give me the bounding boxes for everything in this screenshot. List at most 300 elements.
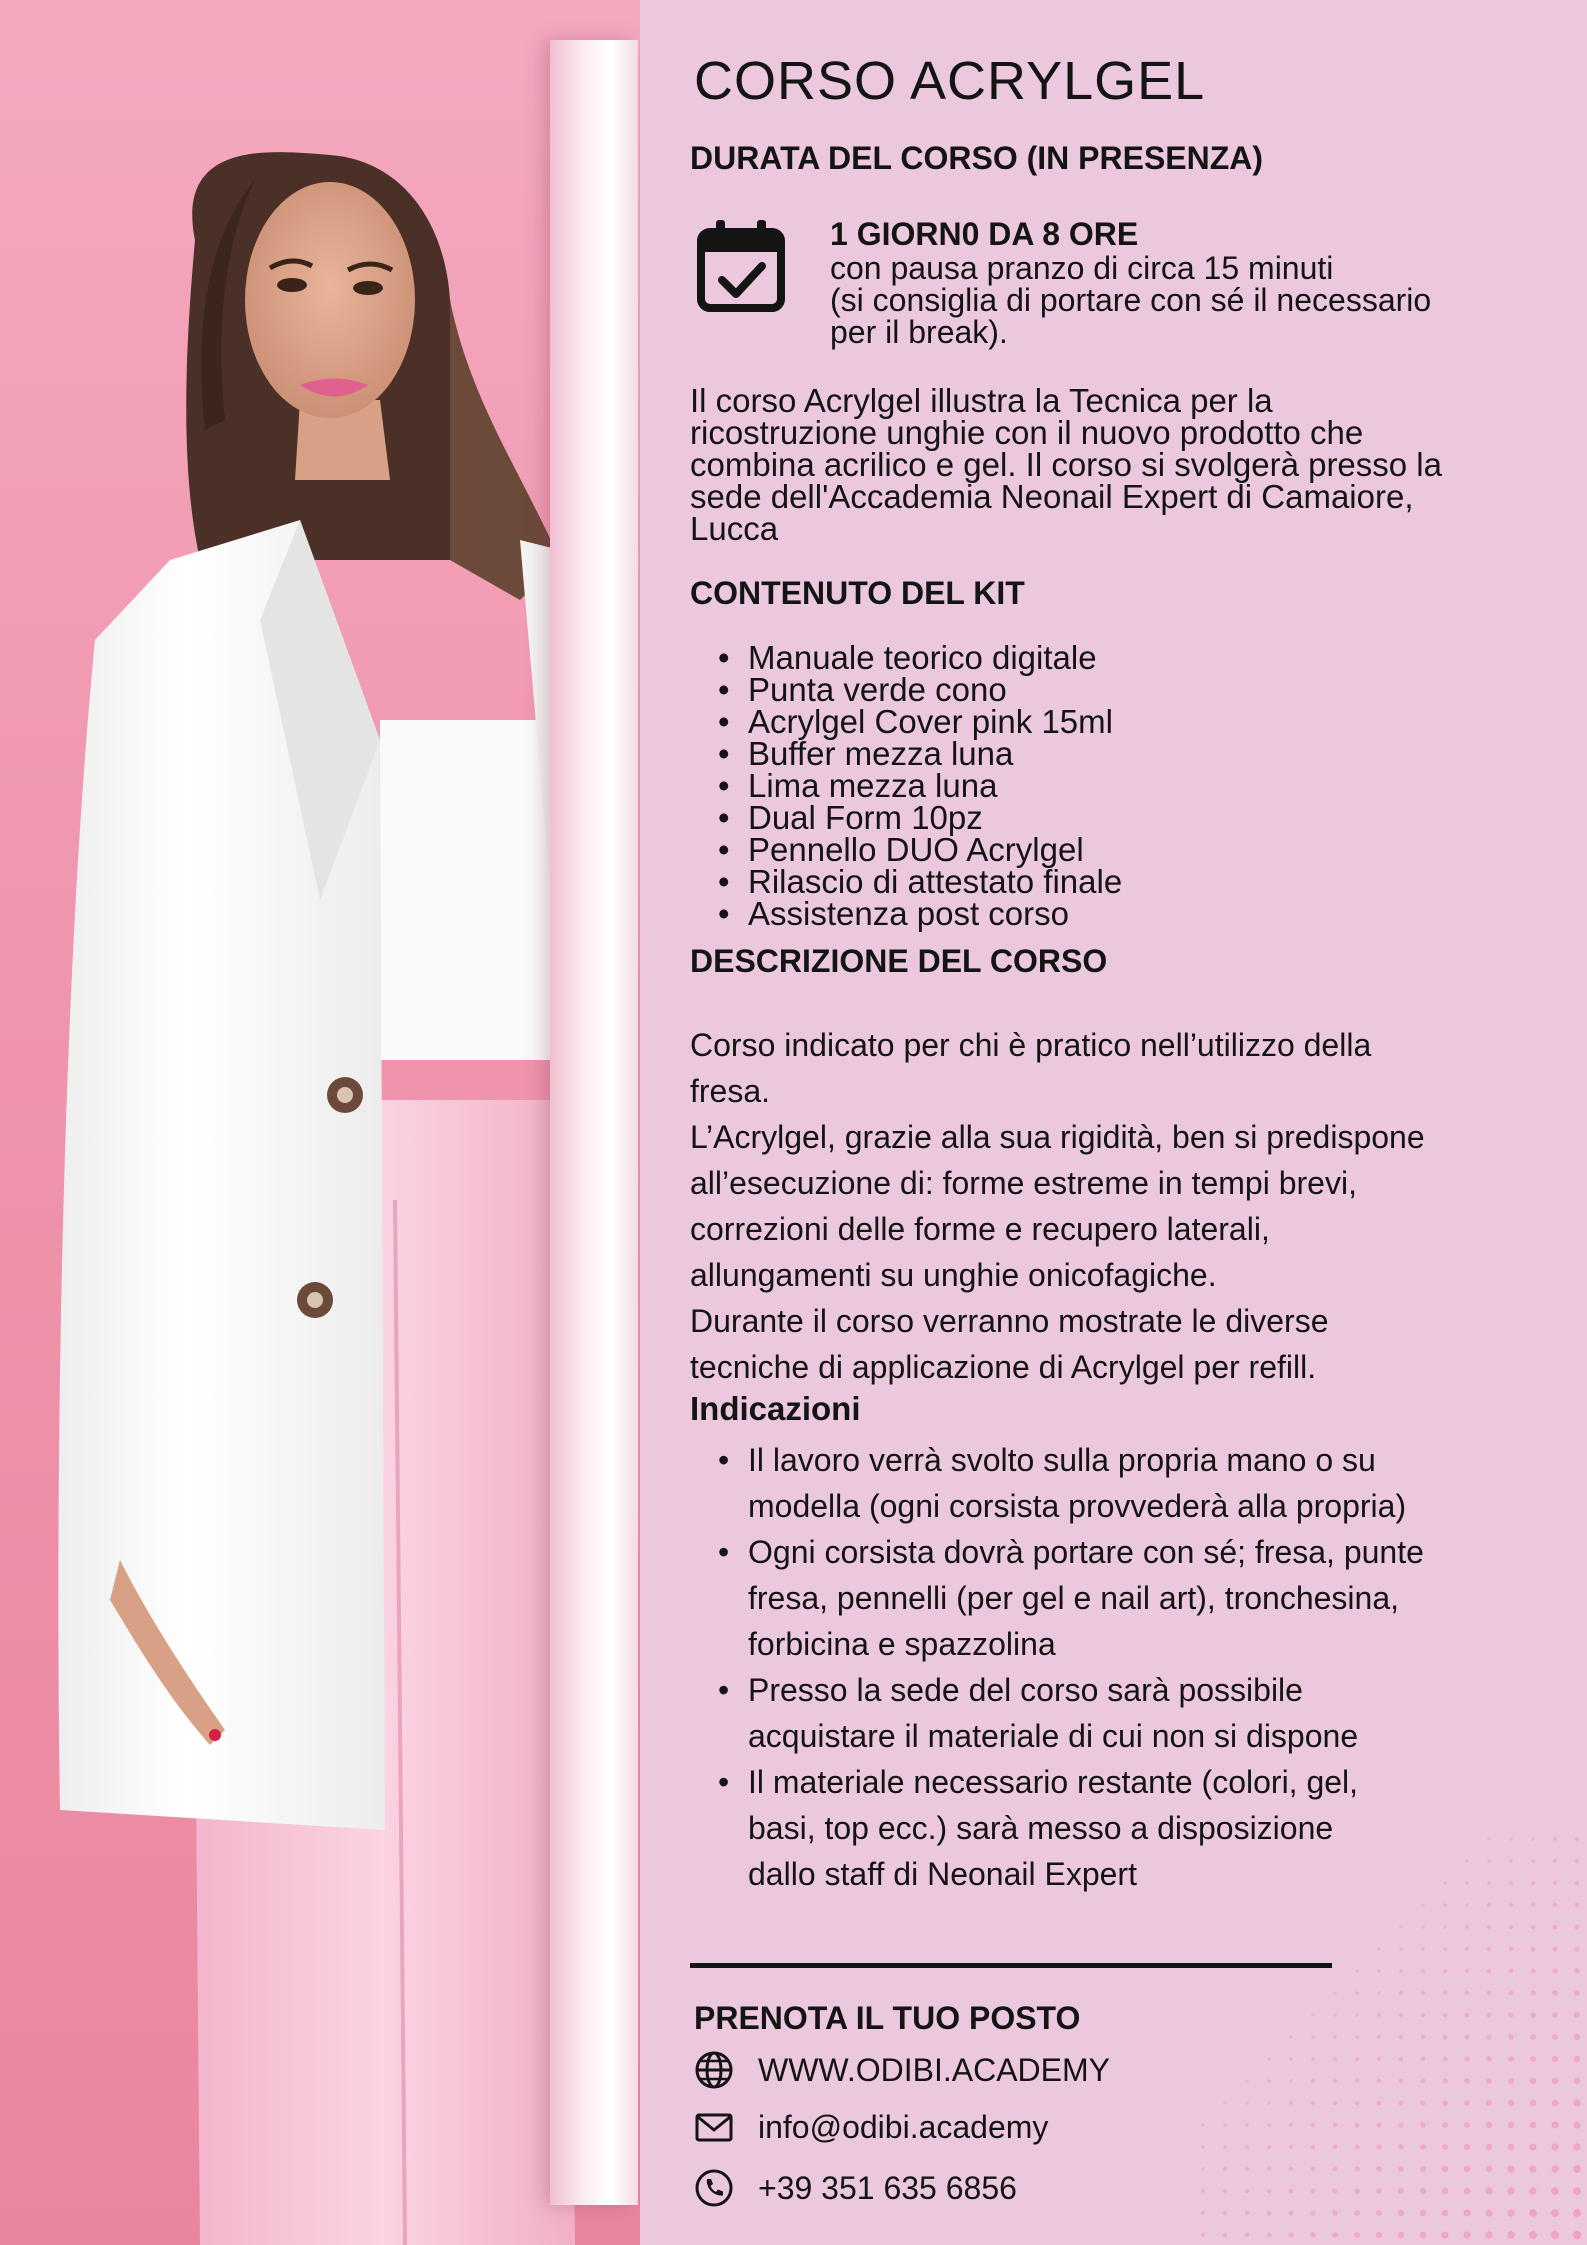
decorative-dot bbox=[1465, 1859, 1468, 1862]
decorative-dot bbox=[1530, 1990, 1535, 1995]
decorative-dot bbox=[1333, 2079, 1337, 2083]
description-line: Durante il corso verranno mostrate le diverse bbox=[690, 1303, 1329, 1339]
decorative-dot bbox=[1377, 1947, 1380, 1950]
decorative-dot bbox=[1420, 2210, 1427, 2217]
decorative-dot bbox=[1508, 2078, 1514, 2084]
decorative-dot bbox=[1486, 2078, 1492, 2084]
decorative-dot bbox=[1486, 2056, 1492, 2062]
decorative-dot bbox=[1245, 2211, 1250, 2216]
decorative-dot bbox=[1442, 2188, 1449, 2195]
decorative-dot bbox=[1223, 2233, 1228, 2238]
decorative-dot bbox=[1354, 2144, 1359, 2149]
decorative-dot bbox=[1399, 1969, 1403, 1973]
decorative-dot bbox=[1288, 2232, 1293, 2237]
decorative-dot bbox=[1486, 2122, 1492, 2128]
decorative-dot bbox=[1509, 1969, 1514, 1974]
decorative-dot bbox=[1575, 1837, 1579, 1841]
decorative-dot bbox=[1463, 2231, 1470, 2238]
decorative-dot bbox=[1245, 2233, 1250, 2238]
decorative-dot bbox=[1486, 2012, 1491, 2017]
decorative-dot bbox=[1487, 1903, 1491, 1907]
decorative-dot bbox=[1442, 2232, 1449, 2239]
duration-details bbox=[830, 216, 1431, 348]
decorative-dot bbox=[1289, 2145, 1293, 2149]
description-line: correzioni delle forme e recupero laterali, bbox=[690, 1211, 1270, 1247]
model-photo bbox=[0, 0, 640, 2245]
decorative-dot bbox=[1310, 2232, 1316, 2238]
decorative-dot bbox=[1332, 2210, 1338, 2216]
decorative-dot bbox=[1245, 2189, 1249, 2193]
decorative-dot bbox=[1443, 2013, 1448, 2018]
decorative-dot bbox=[1574, 2100, 1581, 2107]
decorative-dot bbox=[1509, 1925, 1513, 1929]
indication-line: forbicina e spazzolina bbox=[748, 1626, 1056, 1662]
decorative-dot bbox=[1442, 2166, 1448, 2172]
decorative-dot bbox=[1267, 2057, 1270, 2060]
description-line: Corso indicato per chi è pratico nell’utilizzo della bbox=[690, 1027, 1372, 1063]
decorative-dot bbox=[1464, 2078, 1470, 2084]
decorative-dot bbox=[1487, 1969, 1492, 1974]
phone-icon bbox=[694, 2168, 734, 2208]
decorative-dot bbox=[1487, 1837, 1490, 1840]
decorative-dot bbox=[1289, 2101, 1293, 2105]
decorative-dot bbox=[1509, 1903, 1513, 1907]
decorative-dot bbox=[1399, 2035, 1403, 2039]
indication-line: fresa, pennelli (per gel e nail art), tronchesina, bbox=[748, 1580, 1400, 1616]
decorative-dot bbox=[1531, 1859, 1535, 1863]
decorative-dot bbox=[1289, 2079, 1293, 2083]
email-text: info@odibi.academy bbox=[758, 2108, 1049, 2145]
decorative-dot bbox=[1399, 1947, 1402, 1950]
decorative-dot bbox=[1355, 2035, 1359, 2039]
decorative-dot bbox=[1485, 2209, 1492, 2216]
decorative-dot bbox=[1377, 2079, 1382, 2084]
decorative-dot bbox=[1574, 1968, 1580, 1974]
decorative-dot bbox=[1333, 2145, 1338, 2150]
decorative-dot bbox=[1442, 2210, 1449, 2217]
decorative-dot bbox=[1487, 1925, 1491, 1929]
decorative-dot bbox=[1465, 1991, 1470, 1996]
description-text bbox=[690, 1022, 1560, 1390]
decorative-dot bbox=[1486, 2188, 1493, 2195]
decorative-dot bbox=[1443, 1903, 1446, 1906]
decorative-dot bbox=[1354, 2232, 1360, 2238]
decorative-dot bbox=[1201, 2167, 1205, 2171]
decorative-dot bbox=[1531, 1903, 1535, 1907]
decorative-dot bbox=[1421, 2013, 1425, 2017]
decorative-dot bbox=[1245, 2145, 1249, 2149]
decorative-dot bbox=[1398, 2122, 1403, 2127]
decorative-dot bbox=[1575, 1881, 1580, 1886]
decorative-dot bbox=[1552, 2122, 1559, 2129]
indication-line: acquistare il materiale di cui non si dispone bbox=[748, 1718, 1359, 1754]
intro-line: sede dell'Accademia Neonail Expert di Camaiore, bbox=[690, 478, 1414, 515]
decorative-dot bbox=[1421, 1903, 1424, 1906]
decorative-dot bbox=[1354, 2210, 1360, 2216]
website-link[interactable] bbox=[694, 2050, 1110, 2090]
decorative-dot bbox=[1311, 2057, 1315, 2061]
decorative-dot bbox=[1421, 2057, 1426, 2062]
decorative-dot bbox=[1509, 1947, 1514, 1952]
globe-icon bbox=[694, 2050, 734, 2090]
decorative-dot bbox=[1486, 2166, 1493, 2173]
decorative-dot bbox=[1508, 2012, 1513, 2017]
decorative-dot bbox=[1573, 2121, 1580, 2128]
indication-item bbox=[718, 1529, 1424, 1667]
decorative-dot bbox=[1552, 1946, 1557, 1951]
decorative-dot bbox=[1376, 2232, 1382, 2238]
decorative-dot bbox=[1421, 1969, 1425, 1973]
indications-heading: Indicazioni bbox=[690, 1390, 861, 1427]
decorative-dot bbox=[1333, 1991, 1336, 1994]
decorative-dot bbox=[1376, 2210, 1382, 2216]
decorative-dot bbox=[1223, 2189, 1227, 2193]
duration-heading: DURATA DEL CORSO (IN PRESENZA) bbox=[690, 140, 1264, 176]
decorative-dot bbox=[1354, 2188, 1360, 2194]
decorative-dot bbox=[1377, 1969, 1380, 1972]
decorative-dot bbox=[1310, 2210, 1315, 2215]
decorative-dot bbox=[1399, 2079, 1404, 2084]
decorative-dot bbox=[1355, 1969, 1358, 1972]
decorative-dot bbox=[1223, 2123, 1226, 2126]
decorative-dot bbox=[1355, 2101, 1360, 2106]
decorative-dot bbox=[1531, 1947, 1536, 1952]
indication-line: dallo staff di Neonail Expert bbox=[748, 1856, 1137, 1892]
decorative-dot bbox=[1267, 2167, 1271, 2171]
kit-list bbox=[718, 639, 1123, 932]
description-line: all’esecuzione di: forme estreme in tempi brevi, bbox=[690, 1165, 1357, 1201]
decorative-dot bbox=[1464, 2100, 1470, 2106]
description-line: allungamenti su unghie onicofagiche. bbox=[690, 1257, 1217, 1293]
decorative-dot bbox=[1288, 2210, 1293, 2215]
decorative-dot bbox=[1289, 2057, 1292, 2060]
decorative-dot bbox=[1465, 2013, 1470, 2018]
decorative-dot bbox=[1573, 2165, 1581, 2173]
decorative-dot bbox=[1574, 1990, 1580, 1996]
decorative-dot bbox=[1464, 2056, 1469, 2061]
intro-line: Il corso Acrylgel illustra la Tecnica per la bbox=[690, 382, 1273, 419]
indication-item bbox=[718, 1437, 1424, 1529]
decorative-dot bbox=[1485, 2231, 1492, 2238]
decorative-dot bbox=[1377, 2013, 1381, 2017]
decorative-dot bbox=[1551, 2231, 1559, 2239]
decorative-dot bbox=[1223, 2167, 1227, 2171]
calendar-check-icon bbox=[696, 218, 786, 314]
decorative-dot bbox=[1508, 2144, 1515, 2151]
decorative-dot bbox=[1553, 1859, 1557, 1863]
decorative-dot bbox=[1289, 2167, 1294, 2172]
decorative-dot bbox=[1574, 1924, 1579, 1929]
decorative-dot bbox=[1399, 2013, 1403, 2017]
indication-line: • Ogni corsista dovrà portare con sé; fresa, punte bbox=[748, 1534, 1424, 1570]
decorative-dot bbox=[1507, 2209, 1514, 2216]
decorative-dot bbox=[1245, 2167, 1249, 2171]
decorative-dot bbox=[1332, 2188, 1337, 2193]
decorative-dot bbox=[1464, 2210, 1471, 2217]
decorative-dot bbox=[1573, 2143, 1580, 2150]
kit-heading: CONTENUTO DEL KIT bbox=[690, 575, 1025, 611]
decorative-dot bbox=[1575, 1903, 1580, 1908]
decorative-dot bbox=[1398, 2188, 1404, 2194]
decorative-dot bbox=[1376, 2144, 1381, 2149]
decorative-dot bbox=[1530, 2056, 1536, 2062]
indication-line: • Presso la sede del corso sarà possibile bbox=[748, 1672, 1303, 1708]
decorative-dot bbox=[1267, 2145, 1271, 2149]
kit-item: • Punta verde cono bbox=[718, 674, 1122, 706]
decorative-dot bbox=[1399, 1925, 1402, 1928]
decorative-dot bbox=[1420, 2144, 1426, 2150]
decorative-dot bbox=[1398, 2100, 1403, 2105]
intro-line: ricostruzione unghie con il nuovo prodotto che bbox=[690, 414, 1364, 451]
decorative-dot bbox=[1333, 2101, 1337, 2105]
decorative-dot bbox=[1464, 2034, 1469, 2039]
description-heading: DESCRIZIONE DEL CORSO bbox=[690, 943, 1108, 979]
decorative-dot bbox=[1552, 2078, 1559, 2085]
decorative-dot bbox=[1398, 2232, 1405, 2239]
course-intro bbox=[690, 382, 1442, 547]
decorative-dot bbox=[1574, 2034, 1580, 2040]
decorative-dot bbox=[1355, 2013, 1359, 2017]
decorative-dot bbox=[1443, 1947, 1447, 1951]
decorative-dot bbox=[1464, 2188, 1471, 2195]
decorative-dot bbox=[1376, 2166, 1382, 2172]
kit-item: • Assistenza post corso bbox=[718, 898, 1122, 930]
decorative-dot bbox=[1442, 2100, 1448, 2106]
decorative-dot bbox=[1509, 1837, 1512, 1840]
decorative-dot bbox=[1443, 1925, 1447, 1929]
duration-line: per il break). bbox=[830, 314, 1008, 350]
decorative-dot bbox=[1443, 1991, 1447, 1995]
decorative-dot bbox=[1464, 2144, 1470, 2150]
decorative-dot bbox=[1266, 2232, 1271, 2237]
decorative-dot bbox=[1311, 2013, 1314, 2016]
decorative-dot bbox=[1311, 2079, 1315, 2083]
decorative-dot bbox=[1443, 1881, 1446, 1884]
indication-line: basi, top ecc.) sarà messo a disposizione bbox=[748, 1810, 1334, 1846]
decorative-dot bbox=[1552, 1990, 1558, 1996]
decorative-dot bbox=[1530, 2078, 1536, 2084]
decorative-dot bbox=[1267, 2101, 1271, 2105]
decorative-dot bbox=[1552, 2100, 1559, 2107]
kit-item: • Acrylgel Cover pink 15ml bbox=[718, 706, 1122, 738]
decorative-dot bbox=[1552, 2034, 1558, 2040]
indication-item bbox=[718, 1667, 1424, 1759]
decorative-dot bbox=[1311, 2145, 1316, 2150]
decorative-dot bbox=[1530, 2034, 1536, 2040]
decorative-dot bbox=[1201, 2189, 1205, 2193]
decorative-dot bbox=[1420, 2188, 1426, 2194]
decorative-dot bbox=[1442, 2056, 1447, 2061]
decorative-dot bbox=[1529, 2231, 1537, 2239]
envelope-icon bbox=[694, 2107, 734, 2147]
decorative-dot bbox=[1552, 2012, 1558, 2018]
decorative-dot bbox=[1355, 1991, 1358, 1994]
decorative-dot bbox=[1377, 2035, 1381, 2039]
decorative-dot bbox=[1508, 2100, 1514, 2106]
decorative-dot bbox=[1464, 2122, 1470, 2128]
decorative-dot bbox=[1245, 2079, 1248, 2082]
decorative-dot bbox=[1551, 2209, 1559, 2217]
decorative-dot bbox=[1310, 2188, 1315, 2193]
decorative-dot bbox=[1574, 2012, 1580, 2018]
decorative-dot bbox=[1245, 2123, 1249, 2127]
decorative-dot bbox=[1531, 1837, 1535, 1841]
decorative-dot bbox=[1465, 1969, 1469, 1973]
decorative-dot bbox=[1486, 2100, 1492, 2106]
decorative-dot bbox=[1355, 2057, 1359, 2061]
decorative-dot bbox=[1465, 1947, 1469, 1951]
duration-main: 1 GIORN0 DA 8 ORE bbox=[830, 216, 1139, 252]
decorative-dot bbox=[1574, 2078, 1581, 2085]
decorative-dot bbox=[1531, 1925, 1536, 1930]
decorative-dot bbox=[1443, 2035, 1448, 2040]
decorative-dot bbox=[1529, 2187, 1536, 2194]
decorative-dot bbox=[1487, 1881, 1491, 1885]
indication-line: modella (ogni corsista provvederà alla propria) bbox=[748, 1488, 1407, 1524]
kit-item: • Lima mezza luna bbox=[718, 770, 1122, 802]
decorative-dot bbox=[1267, 2079, 1270, 2082]
decorative-dot bbox=[1267, 2123, 1271, 2127]
decorative-dot bbox=[1552, 2056, 1558, 2062]
decorative-dot bbox=[1201, 2145, 1204, 2148]
decorative-dot bbox=[1508, 2056, 1514, 2062]
decorative-dot bbox=[1420, 2122, 1426, 2128]
decorative-dot bbox=[1530, 2144, 1537, 2151]
decorative-dot bbox=[1376, 2122, 1381, 2127]
decorative-dot bbox=[1398, 2144, 1404, 2150]
decorative-dot bbox=[1311, 2035, 1314, 2038]
decorative-dot bbox=[1553, 1881, 1557, 1885]
decorative-dot bbox=[1486, 2034, 1491, 2039]
decorative-dot bbox=[1201, 2233, 1205, 2237]
website-text: WWW.ODIBI.ACADEMY bbox=[758, 2051, 1110, 2088]
decorative-dot bbox=[1551, 2143, 1558, 2150]
decorative-dot bbox=[1573, 2231, 1581, 2239]
decorative-dot bbox=[1399, 1991, 1403, 1995]
decorative-dot bbox=[1464, 2166, 1471, 2173]
decorative-dot bbox=[1377, 2057, 1381, 2061]
indication-line: • Il lavoro verrà svolto sulla propria mano o su bbox=[748, 1442, 1376, 1478]
decorative-dot bbox=[1332, 2166, 1337, 2171]
decorative-dot bbox=[1421, 1947, 1425, 1951]
phone-link[interactable] bbox=[694, 2168, 1017, 2208]
decorative-dot bbox=[1355, 2079, 1359, 2083]
decorative-dot bbox=[1333, 2123, 1338, 2128]
kit-item: • Pennello DUO Acrylgel bbox=[718, 834, 1122, 866]
decorative-dot bbox=[1289, 2035, 1292, 2038]
decorative-dot bbox=[1508, 2122, 1515, 2129]
phone-text: +39 351 635 6856 bbox=[758, 2169, 1017, 2206]
decorative-dot bbox=[1377, 2101, 1382, 2106]
decorative-dot bbox=[1551, 2165, 1558, 2172]
decorative-dot bbox=[1289, 2123, 1293, 2127]
kit-item: • Buffer mezza luna bbox=[718, 738, 1122, 770]
decorative-dot bbox=[1530, 2012, 1536, 2018]
decorative-dot bbox=[1311, 2123, 1315, 2127]
decorative-dot bbox=[1573, 2209, 1581, 2217]
decorative-dot bbox=[1377, 1991, 1381, 1995]
decorative-dot bbox=[1530, 1968, 1535, 1973]
decorative-dot bbox=[1398, 2210, 1404, 2216]
decorative-dot bbox=[1421, 1991, 1425, 1995]
decorative-dot bbox=[1487, 1991, 1492, 1996]
decorative-dot bbox=[1487, 1947, 1491, 1951]
decorative-dot bbox=[1531, 1881, 1535, 1885]
decorative-dots bbox=[1187, 1825, 1587, 2245]
decorative-dot bbox=[1529, 2165, 1536, 2172]
decorative-dot bbox=[1399, 2057, 1404, 2062]
intro-line: combina acrilico e gel. Il corso si svolgerà presso la bbox=[690, 446, 1442, 483]
decorative-dot bbox=[1289, 2189, 1294, 2194]
decorative-dot bbox=[1507, 2231, 1515, 2239]
decorative-dot bbox=[1355, 2123, 1360, 2128]
decorative-dot bbox=[1398, 2166, 1404, 2172]
booking-heading: PRENOTA IL TUO POSTO bbox=[694, 2000, 1081, 2036]
decorative-dot bbox=[1553, 1903, 1558, 1908]
description-line: tecniche di applicazione di Acrylgel per refill. bbox=[690, 1349, 1317, 1385]
decorative-dot bbox=[1354, 2166, 1359, 2171]
photo-shadow-strip bbox=[550, 40, 638, 2205]
kit-item: • Manuale teorico digitale bbox=[718, 642, 1122, 674]
decorative-dot bbox=[1575, 1859, 1579, 1863]
decorative-dot bbox=[1420, 2232, 1427, 2239]
decorative-dot bbox=[1223, 2101, 1226, 2104]
kit-item: • Dual Form 10pz bbox=[718, 802, 1122, 834]
decorative-dot bbox=[1421, 1925, 1424, 1928]
decorative-dot bbox=[1574, 1946, 1579, 1951]
decorative-dot bbox=[1508, 2166, 1515, 2173]
decorative-dot bbox=[1245, 2101, 1248, 2104]
decorative-dot bbox=[1530, 2100, 1537, 2107]
model-illustration bbox=[0, 0, 640, 2245]
decorative-dot bbox=[1553, 1925, 1558, 1930]
decorative-dot bbox=[1421, 2035, 1426, 2040]
decorative-dot bbox=[1223, 2145, 1227, 2149]
decorative-dot bbox=[1530, 2122, 1537, 2129]
decorative-dot bbox=[1420, 2100, 1425, 2105]
decorative-dot bbox=[1420, 2166, 1426, 2172]
decorative-dot bbox=[1443, 1969, 1447, 1973]
decorative-dot bbox=[1508, 2034, 1514, 2040]
decorative-dot bbox=[1508, 1990, 1513, 1995]
decorative-dot bbox=[1223, 2211, 1227, 2215]
decorative-dot bbox=[1333, 2035, 1337, 2039]
decorative-dot bbox=[1509, 1881, 1513, 1885]
decorative-dot bbox=[1465, 1925, 1469, 1929]
decorative-dot bbox=[1333, 2013, 1336, 2016]
decorative-dot bbox=[1376, 2188, 1382, 2194]
duration-line: (si consiglia di portare con sé il necessario bbox=[830, 282, 1432, 318]
decorative-dot bbox=[1201, 2211, 1205, 2215]
decorative-dot bbox=[1509, 1859, 1513, 1863]
kit-item: • Rilascio di attestato finale bbox=[718, 866, 1122, 898]
decorative-dot bbox=[1486, 2144, 1493, 2151]
decorative-dot bbox=[1442, 2078, 1447, 2083]
decorative-dot bbox=[1442, 2122, 1448, 2128]
email-link[interactable] bbox=[694, 2107, 1048, 2147]
decorative-dot bbox=[1311, 2101, 1315, 2105]
decorative-dot bbox=[1465, 1903, 1469, 1907]
duration-line: con pausa pranzo di circa 15 minuti bbox=[830, 250, 1334, 286]
decorative-dot bbox=[1333, 2057, 1337, 2061]
indication-line: • Il materiale necessario restante (colori, gel, bbox=[748, 1764, 1359, 1800]
intro-line: Lucca bbox=[690, 510, 779, 547]
decorative-dot bbox=[1420, 2078, 1425, 2083]
description-line: fresa. bbox=[690, 1073, 771, 1109]
page-title: CORSO ACRYLGEL bbox=[694, 51, 1206, 111]
decorative-dot bbox=[1551, 2187, 1559, 2195]
decorative-dot bbox=[1507, 2187, 1514, 2194]
